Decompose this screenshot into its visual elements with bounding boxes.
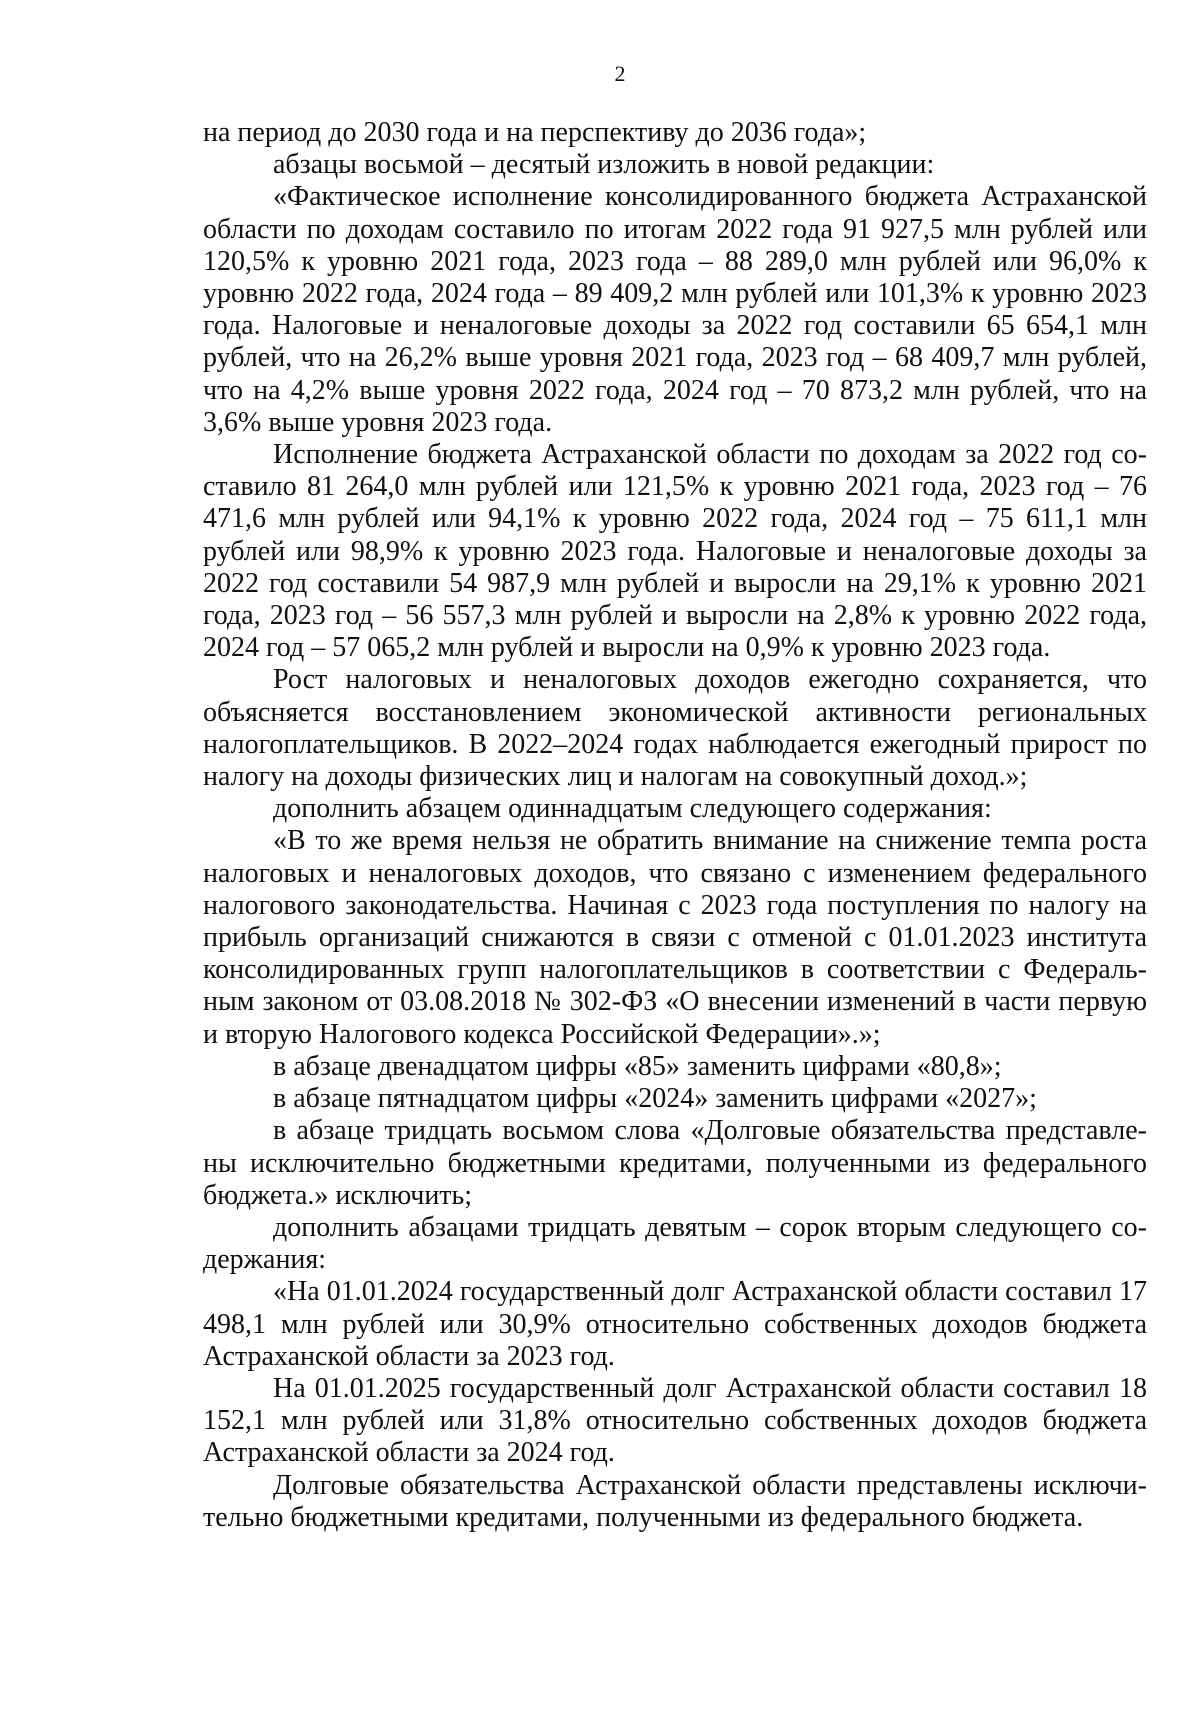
paragraph-5: Рост налоговых и неналоговых доходов ежегодно сохраняется, что объясняется восстановлением экономической активности региональных налогоплательщиков. В 2022–2024 годах наблюдается ежегодный прирост по налогу на доходы физических лиц и налогам на совокупный доход.»; <box>203 664 1147 793</box>
paragraph-6: дополнить абзацем одиннадцатым следующего содержания: <box>273 793 992 825</box>
paragraph-12: «На 01.01.2024 государственный долг Астраханской области составил 17 498,1 млн рублей или 30,9% относительно собственных доходов бюджета Астраханской области за 2023 год. <box>203 1276 1147 1372</box>
paragraph-11: дополнить абзацами тридцать девятым – сорок вторым следующего содержания: <box>203 1211 1147 1276</box>
paragraph-4: Исполнение бюджета Астраханской области по доходам за 2022 год составило 81 264,0 млн рублей или 121,5% к уровню 2021 года, 2023 год – 76 471,6 млн рублей или 94,1% к уровню 2022 года, 2024 год – 75 611,1 млн рублей или 98,9% к уровню 2023 года. Налоговые и неналоговые доходы за 2022 год составили 54 987,9 млн рублей и выросли на 29,1% к уровню 2021 года, 2023 год – 56 557,3 млн рублей и выросли на 2,8% к уровню 2022 года, 2024 год – 57 065,2 млн рублей и выросли на 0,9% к уровню 2023 года. <box>203 439 1147 664</box>
document-body <box>203 117 1147 1534</box>
page-number: 2 <box>614 61 626 86</box>
paragraph-3: «Фактическое исполнение консолидированного бюджета Астраханской области по доходам составило по итогам 2022 года 91 927,5 млн рублей или 120,5% к уровню 2021 года, 2023 года – 88 289,0 млн рублей или 96,0% к уровню 2022 года, 2024 года – 89 409,2 млн рублей или 101,3% к уровню 2023 года. Налоговые и неналоговые доходы за 2022 год составили 65 654,1 млн рублей, что на 26,2% выше уровня 2021 года, 2023 год – 68 409,7 млн рублей, что на 4,2% выше уровня 2022 года, 2024 год – 70 873,2 млн рублей, что на 3,6% выше уровня 2023 года. <box>203 181 1147 438</box>
paragraph-8: в абзаце двенадцатом цифры «85» заменить цифрами «80,8»; <box>273 1050 1002 1082</box>
paragraph-13: На 01.01.2025 государственный долг Астраханской области составил 18 152,1 млн рублей или 31,8% относительно собственных доходов бюджета Астраханской области за 2024 год. <box>203 1372 1147 1469</box>
paragraph-7: «В то же время нельзя не обратить внимание на снижение темпа роста налоговых и неналоговых доходов, что связано с изменением федерального налогового законодательства. Начиная с 2023 года поступления по налогу на прибыль организаций снижаются в связи с отменой с 01.01.2023 института консолидированных групп налогоплательщиков в соответствии с Федеральным законом от 03.08.2018 № 302-ФЗ «О внесении изменений в части первую и вторую Налогового кодекса Российской Федерации».»; <box>203 825 1147 1050</box>
paragraph-1: на период до 2030 года и на перспективу до 2036 года»; <box>203 117 867 148</box>
paragraph-14: Долговые обязательства Астраханской области представлены исключительно бюджетными кредитами, полученными из федерального бюджета. <box>203 1469 1147 1533</box>
paragraph-2: абзацы восьмой – десятый изложить в новой редакции: <box>273 149 935 181</box>
paragraph-10: в абзаце тридцать восьмом слова «Долговые обязательства представлены исключительно бюджетными кредитами, полученными из федерального бюджета.» исключить; <box>203 1115 1147 1211</box>
paragraph-9: в абзаце пятнадцатом цифры «2024» заменить цифрами «2027»; <box>273 1083 1037 1115</box>
